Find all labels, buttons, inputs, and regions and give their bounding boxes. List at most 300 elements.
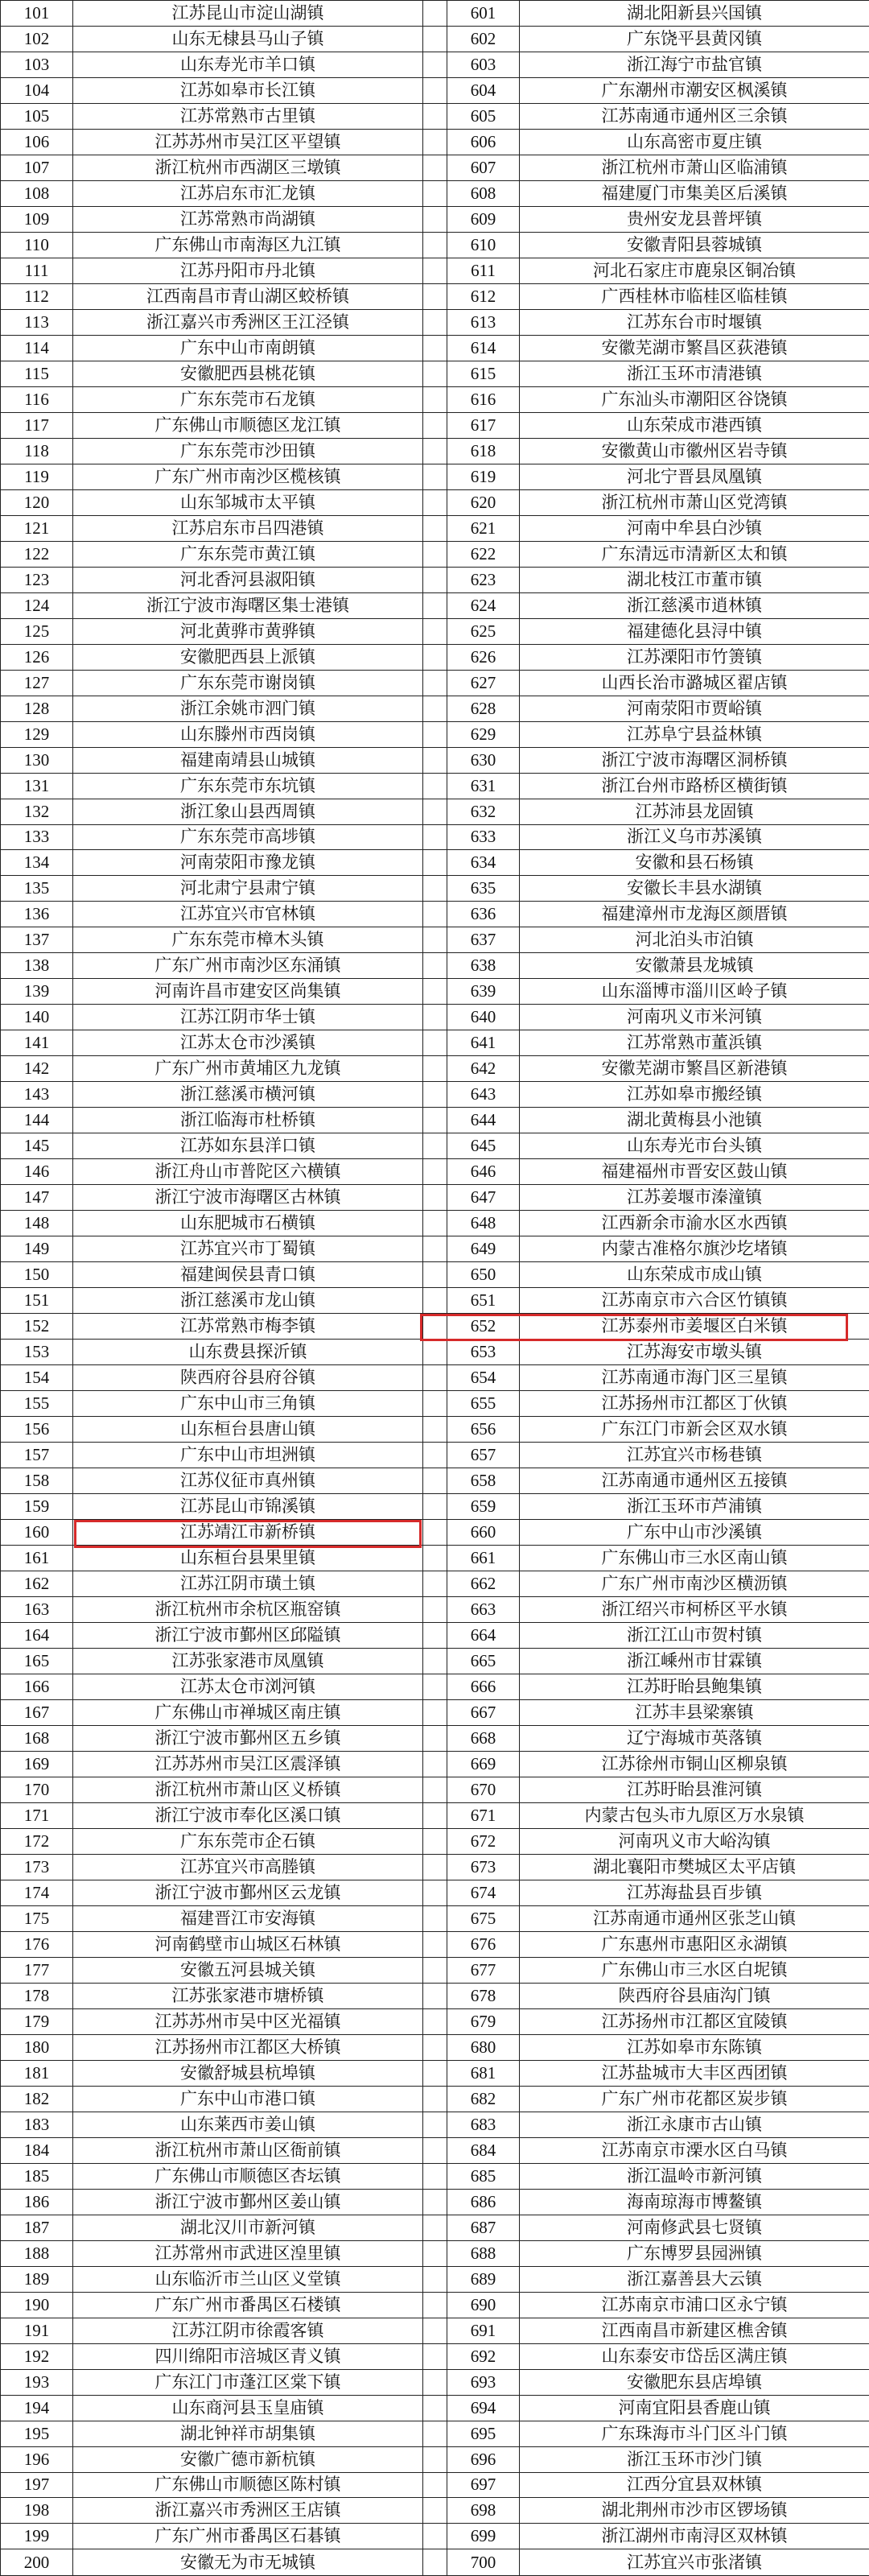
table-row xyxy=(1,1494,869,1520)
rank-right-cell: 617 xyxy=(447,412,520,438)
town-right-cell: 广东汕头市潮阳区谷饶镇 xyxy=(520,386,869,412)
rank-right-cell: 614 xyxy=(447,335,520,361)
town-right-cell: 广东清远市清新区太和镇 xyxy=(520,541,869,567)
town-right-cell: 广西桂林市临桂区临桂镇 xyxy=(520,283,869,309)
table-row xyxy=(1,1854,869,1880)
rank-left-cell: 134 xyxy=(1,850,73,876)
rank-right-cell: 616 xyxy=(447,386,520,412)
column-gap-cell xyxy=(423,2318,447,2343)
town-right-cell: 江苏姜堰市溱潼镇 xyxy=(520,1185,869,1211)
rank-right-cell: 666 xyxy=(447,1674,520,1699)
town-left-cell: 浙江宁波市海曙区集士港镇 xyxy=(73,592,423,618)
table-row xyxy=(1,335,869,361)
column-gap-cell xyxy=(423,1082,447,1108)
rank-left-cell: 107 xyxy=(1,155,73,180)
town-left-cell: 福建闽侯县青口镇 xyxy=(73,1262,423,1288)
rank-right-cell: 636 xyxy=(447,902,520,927)
town-left-cell: 江苏苏州市吴江区平望镇 xyxy=(73,129,423,155)
rank-right-cell: 623 xyxy=(447,567,520,592)
rank-left-cell: 155 xyxy=(1,1391,73,1417)
rank-right-cell: 655 xyxy=(447,1391,520,1417)
rank-right-cell: 694 xyxy=(447,2395,520,2421)
town-right-cell: 浙江义乌市苏溪镇 xyxy=(520,824,869,850)
town-right-cell: 福建厦门市集美区后溪镇 xyxy=(520,180,869,206)
rank-left-cell: 142 xyxy=(1,1056,73,1082)
town-left-cell: 浙江慈溪市横河镇 xyxy=(73,1082,423,1108)
town-left-cell: 安徽肥西县桃花镇 xyxy=(73,361,423,386)
town-right-cell: 山西长治市潞城区翟店镇 xyxy=(520,670,869,696)
rank-right-cell: 685 xyxy=(447,2163,520,2189)
column-gap-cell xyxy=(423,2549,447,2576)
town-left-cell: 广东江门市蓬江区棠下镇 xyxy=(73,2369,423,2395)
town-right-cell: 江苏如皋市搬经镇 xyxy=(520,1082,869,1108)
town-right-cell: 安徽萧县龙城镇 xyxy=(520,953,869,979)
town-right-cell: 湖北枝江市董市镇 xyxy=(520,567,869,592)
town-right-cell: 广东惠州市惠阳区永湖镇 xyxy=(520,1931,869,1957)
town-right-cell: 广东中山市沙溪镇 xyxy=(520,1520,869,1546)
column-gap-cell xyxy=(423,1623,447,1649)
rank-left-cell: 121 xyxy=(1,515,73,541)
rank-right-cell: 628 xyxy=(447,696,520,721)
town-left-cell: 广东东莞市黄江镇 xyxy=(73,541,423,567)
rank-left-cell: 182 xyxy=(1,2086,73,2112)
table-row xyxy=(1,1443,869,1468)
column-gap-cell xyxy=(423,2112,447,2137)
rank-right-cell: 677 xyxy=(447,1957,520,1983)
town-left-cell: 广东东莞市高埗镇 xyxy=(73,824,423,850)
column-gap-cell xyxy=(423,361,447,386)
rank-right-cell: 664 xyxy=(447,1623,520,1649)
rank-left-cell: 169 xyxy=(1,1751,73,1777)
column-gap-cell xyxy=(423,1314,447,1340)
rank-left-cell: 196 xyxy=(1,2446,73,2472)
column-gap-cell xyxy=(423,2395,447,2421)
town-right-cell: 江苏溧阳市竹箦镇 xyxy=(520,644,869,670)
rank-left-cell: 126 xyxy=(1,644,73,670)
rank-right-cell: 633 xyxy=(447,824,520,850)
town-right-cell: 浙江湖州市南浔区双林镇 xyxy=(520,2524,869,2549)
town-left-cell: 山东桓台县果里镇 xyxy=(73,1546,423,1571)
town-left-cell: 广东东莞市企石镇 xyxy=(73,1828,423,1854)
column-gap-cell xyxy=(423,77,447,103)
column-gap-cell xyxy=(423,258,447,283)
rank-left-cell: 172 xyxy=(1,1828,73,1854)
rank-right-cell: 690 xyxy=(447,2292,520,2318)
town-right-cell: 内蒙古包头市九原区万水泉镇 xyxy=(520,1802,869,1828)
town-right-cell: 广东潮州市潮安区枫溪镇 xyxy=(520,77,869,103)
town-right-cell: 浙江温岭市新河镇 xyxy=(520,2163,869,2189)
rank-right-cell: 602 xyxy=(447,26,520,52)
rank-left-cell: 128 xyxy=(1,696,73,721)
rank-right-cell: 693 xyxy=(447,2369,520,2395)
column-gap-cell xyxy=(423,1,447,27)
table-row xyxy=(1,2086,869,2112)
rank-left-cell: 141 xyxy=(1,1030,73,1056)
column-gap-cell xyxy=(423,1262,447,1288)
rank-right-cell: 605 xyxy=(447,103,520,129)
rank-left-cell: 181 xyxy=(1,2060,73,2086)
rank-right-cell: 601 xyxy=(447,1,520,27)
town-right-cell: 江苏南通市通州区五接镇 xyxy=(520,1468,869,1494)
town-right-cell: 浙江杭州市萧山区党湾镇 xyxy=(520,489,869,515)
table-row xyxy=(1,1056,869,1082)
table-row xyxy=(1,1365,869,1391)
rank-left-cell: 139 xyxy=(1,979,73,1005)
rank-right-cell: 620 xyxy=(447,489,520,515)
rank-right-cell: 679 xyxy=(447,2008,520,2034)
rank-left-cell: 200 xyxy=(1,2549,73,2576)
table-row xyxy=(1,52,869,77)
column-gap-cell xyxy=(423,1725,447,1751)
town-left-cell: 广东东莞市沙田镇 xyxy=(73,438,423,464)
town-left-cell: 广东佛山市南海区九江镇 xyxy=(73,232,423,258)
rank-right-cell: 631 xyxy=(447,773,520,799)
rank-right-cell: 689 xyxy=(447,2266,520,2292)
rank-left-cell: 190 xyxy=(1,2292,73,2318)
town-left-cell: 河南鹤壁市山城区石林镇 xyxy=(73,1931,423,1957)
rank-right-cell: 654 xyxy=(447,1365,520,1391)
town-right-cell: 山东高密市夏庄镇 xyxy=(520,129,869,155)
column-gap-cell xyxy=(423,1365,447,1391)
rank-right-cell: 610 xyxy=(447,232,520,258)
town-right-cell: 江苏扬州市江都区丁伙镇 xyxy=(520,1391,869,1417)
rank-right-cell: 612 xyxy=(447,283,520,309)
table-row xyxy=(1,696,869,721)
column-gap-cell xyxy=(423,1828,447,1854)
column-gap-cell xyxy=(423,2189,447,2215)
town-left-cell: 河北香河县淑阳镇 xyxy=(73,567,423,592)
table-row xyxy=(1,2240,869,2266)
column-gap-cell xyxy=(423,26,447,52)
town-left-cell: 河南许昌市建安区尚集镇 xyxy=(73,979,423,1005)
table-row xyxy=(1,2446,869,2472)
rank-right-cell: 641 xyxy=(447,1030,520,1056)
rank-left-cell: 148 xyxy=(1,1211,73,1236)
rank-right-cell: 618 xyxy=(447,438,520,464)
table-row xyxy=(1,232,869,258)
town-right-cell: 浙江永康市古山镇 xyxy=(520,2112,869,2137)
rank-left-cell: 173 xyxy=(1,1854,73,1880)
rank-right-cell: 630 xyxy=(447,747,520,773)
town-right-cell: 浙江慈溪市逍林镇 xyxy=(520,592,869,618)
column-gap-cell xyxy=(423,1546,447,1571)
rank-right-cell: 695 xyxy=(447,2421,520,2446)
table-row xyxy=(1,1623,869,1649)
table-row xyxy=(1,129,869,155)
town-right-cell: 浙江台州市路桥区横街镇 xyxy=(520,773,869,799)
column-gap-cell xyxy=(423,1880,447,1905)
rank-left-cell: 118 xyxy=(1,438,73,464)
rank-left-cell: 124 xyxy=(1,592,73,618)
rank-right-cell: 682 xyxy=(447,2086,520,2112)
table-row xyxy=(1,1417,869,1443)
rank-left-cell: 153 xyxy=(1,1340,73,1365)
rank-left-cell: 144 xyxy=(1,1108,73,1133)
table-row xyxy=(1,2421,869,2446)
column-gap-cell xyxy=(423,979,447,1005)
column-gap-cell xyxy=(423,412,447,438)
table-row xyxy=(1,2472,869,2498)
rank-right-cell: 603 xyxy=(447,52,520,77)
table-row xyxy=(1,1262,869,1288)
rank-left-cell: 132 xyxy=(1,799,73,824)
table-row xyxy=(1,618,869,644)
town-right-cell: 江苏如皋市东陈镇 xyxy=(520,2034,869,2060)
column-gap-cell xyxy=(423,2215,447,2240)
town-right-cell: 广东佛山市三水区南山镇 xyxy=(520,1546,869,1571)
town-right-cell: 山东荣成市成山镇 xyxy=(520,1262,869,1288)
rank-right-cell: 637 xyxy=(447,927,520,953)
table-row xyxy=(1,309,869,335)
column-gap-cell xyxy=(423,1957,447,1983)
town-right-cell: 河南巩义市大峪沟镇 xyxy=(520,1828,869,1854)
rank-left-cell: 109 xyxy=(1,206,73,232)
rank-left-cell: 104 xyxy=(1,77,73,103)
column-gap-cell xyxy=(423,567,447,592)
town-right-cell: 湖北襄阳市樊城区太平店镇 xyxy=(520,1854,869,1880)
column-gap-cell xyxy=(423,52,447,77)
town-left-cell: 浙江宁波市鄞州区云龙镇 xyxy=(73,1880,423,1905)
rank-right-cell: 675 xyxy=(447,1905,520,1931)
rank-right-cell: 644 xyxy=(447,1108,520,1133)
table-row xyxy=(1,2137,869,2163)
ranking-table-body xyxy=(1,1,869,2576)
table-row xyxy=(1,2008,869,2034)
column-gap-cell xyxy=(423,1005,447,1030)
rank-left-cell: 156 xyxy=(1,1417,73,1443)
town-right-cell: 广东广州市南沙区横沥镇 xyxy=(520,1571,869,1597)
town-right-cell: 安徽青阳县蓉城镇 xyxy=(520,232,869,258)
rank-right-cell: 672 xyxy=(447,1828,520,1854)
table-row xyxy=(1,1571,869,1597)
column-gap-cell xyxy=(423,1108,447,1133)
town-left-cell: 广东东莞市樟木头镇 xyxy=(73,927,423,953)
table-row xyxy=(1,1880,869,1905)
table-row xyxy=(1,1931,869,1957)
rank-right-cell: 629 xyxy=(447,721,520,747)
column-gap-cell xyxy=(423,1030,447,1056)
rank-right-cell: 686 xyxy=(447,2189,520,2215)
town-right-cell: 江苏沛县龙固镇 xyxy=(520,799,869,824)
rank-right-cell: 700 xyxy=(447,2549,520,2576)
column-gap-cell xyxy=(423,2524,447,2549)
table-row xyxy=(1,2369,869,2395)
town-left-cell: 浙江宁波市海曙区古林镇 xyxy=(73,1185,423,1211)
column-gap-cell xyxy=(423,1340,447,1365)
town-right-cell: 山东淄博市淄川区岭子镇 xyxy=(520,979,869,1005)
rank-left-cell: 137 xyxy=(1,927,73,953)
column-gap-cell xyxy=(423,180,447,206)
town-left-cell: 广东东莞市石龙镇 xyxy=(73,386,423,412)
table-row xyxy=(1,1236,869,1262)
rank-left-cell: 184 xyxy=(1,2137,73,2163)
town-left-cell: 山东无棣县马山子镇 xyxy=(73,26,423,52)
table-row xyxy=(1,850,869,876)
town-right-cell: 海南琼海市博鳌镇 xyxy=(520,2189,869,2215)
rank-right-cell: 643 xyxy=(447,1082,520,1108)
column-gap-cell xyxy=(423,773,447,799)
town-left-cell: 江苏常熟市梅李镇 xyxy=(73,1314,423,1340)
column-gap-cell xyxy=(423,2421,447,2446)
rank-left-cell: 143 xyxy=(1,1082,73,1108)
column-gap-cell xyxy=(423,129,447,155)
column-gap-cell xyxy=(423,2137,447,2163)
table-row xyxy=(1,902,869,927)
town-left-cell: 广东中山市南朗镇 xyxy=(73,335,423,361)
table-row xyxy=(1,1597,869,1623)
town-right-cell: 安徽肥东县店埠镇 xyxy=(520,2369,869,2395)
town-left-cell: 广东中山市港口镇 xyxy=(73,2086,423,2112)
town-right-cell: 浙江嘉善县大云镇 xyxy=(520,2266,869,2292)
rank-right-cell: 680 xyxy=(447,2034,520,2060)
column-gap-cell xyxy=(423,824,447,850)
table-row xyxy=(1,2498,869,2524)
town-left-cell: 山东临沂市兰山区义堂镇 xyxy=(73,2266,423,2292)
town-right-cell: 河南宜阳县香鹿山镇 xyxy=(520,2395,869,2421)
rank-right-cell: 659 xyxy=(447,1494,520,1520)
rank-left-cell: 178 xyxy=(1,1983,73,2008)
table-row xyxy=(1,1159,869,1185)
town-left-cell: 江苏丹阳市丹北镇 xyxy=(73,258,423,283)
rank-left-cell: 192 xyxy=(1,2343,73,2369)
town-left-cell: 江苏扬州市江都区大桥镇 xyxy=(73,2034,423,2060)
town-right-cell: 江苏徐州市铜山区柳泉镇 xyxy=(520,1751,869,1777)
town-left-cell: 浙江宁波市鄞州区五乡镇 xyxy=(73,1725,423,1751)
rank-left-cell: 111 xyxy=(1,258,73,283)
town-right-cell: 江西新余市渝水区水西镇 xyxy=(520,1211,869,1236)
column-gap-cell xyxy=(423,1854,447,1880)
rank-right-cell: 678 xyxy=(447,1983,520,2008)
rank-left-cell: 108 xyxy=(1,180,73,206)
column-gap-cell xyxy=(423,902,447,927)
rank-right-cell: 676 xyxy=(447,1931,520,1957)
column-gap-cell xyxy=(423,876,447,902)
town-right-cell: 广东佛山市三水区白坭镇 xyxy=(520,1957,869,1983)
table-row xyxy=(1,2163,869,2189)
town-left-cell: 江苏常州市武进区湟里镇 xyxy=(73,2240,423,2266)
column-gap-cell xyxy=(423,1417,447,1443)
rank-left-cell: 152 xyxy=(1,1314,73,1340)
column-gap-cell xyxy=(423,1905,447,1931)
town-right-cell: 安徽芜湖市繁昌区荻港镇 xyxy=(520,335,869,361)
town-left-cell: 安徽肥西县上派镇 xyxy=(73,644,423,670)
town-left-cell: 江苏江阴市徐霞客镇 xyxy=(73,2318,423,2343)
column-gap-cell xyxy=(423,2060,447,2086)
rank-right-cell: 688 xyxy=(447,2240,520,2266)
column-gap-cell xyxy=(423,1674,447,1699)
table-row xyxy=(1,1802,869,1828)
column-gap-cell xyxy=(423,1802,447,1828)
town-left-cell: 广东东莞市东坑镇 xyxy=(73,773,423,799)
column-gap-cell xyxy=(423,2240,447,2266)
rank-left-cell: 105 xyxy=(1,103,73,129)
town-left-cell: 湖北汉川市新河镇 xyxy=(73,2215,423,2240)
column-gap-cell xyxy=(423,1211,447,1236)
rank-right-cell: 648 xyxy=(447,1211,520,1236)
rank-right-cell: 669 xyxy=(447,1751,520,1777)
town-left-cell: 江苏张家港市凤凰镇 xyxy=(73,1649,423,1674)
table-row xyxy=(1,2060,869,2086)
rank-left-cell: 125 xyxy=(1,618,73,644)
table-row xyxy=(1,206,869,232)
town-left-cell: 江苏常熟市古里镇 xyxy=(73,103,423,129)
rank-right-cell: 640 xyxy=(447,1005,520,1030)
rank-left-cell: 158 xyxy=(1,1468,73,1494)
rank-right-cell: 665 xyxy=(447,1649,520,1674)
town-left-cell: 广东广州市南沙区榄核镇 xyxy=(73,464,423,489)
table-row xyxy=(1,155,869,180)
rank-left-cell: 154 xyxy=(1,1365,73,1391)
column-gap-cell xyxy=(423,1494,447,1520)
town-left-cell: 江苏靖江市新桥镇 xyxy=(73,1520,423,1546)
town-right-cell: 河南修武县七贤镇 xyxy=(520,2215,869,2240)
rank-left-cell: 122 xyxy=(1,541,73,567)
rank-left-cell: 177 xyxy=(1,1957,73,1983)
rank-right-cell: 609 xyxy=(447,206,520,232)
table-row xyxy=(1,1828,869,1854)
town-left-cell: 福建晋江市安海镇 xyxy=(73,1905,423,1931)
column-gap-cell xyxy=(423,747,447,773)
table-row xyxy=(1,386,869,412)
table-row xyxy=(1,1751,869,1777)
rank-right-cell: 607 xyxy=(447,155,520,180)
town-right-cell: 江西分宜县双林镇 xyxy=(520,2472,869,2498)
table-row xyxy=(1,2266,869,2292)
town-left-cell: 江苏宜兴市官林镇 xyxy=(73,902,423,927)
town-left-cell: 湖北钟祥市胡集镇 xyxy=(73,2421,423,2446)
table-row xyxy=(1,26,869,52)
rank-right-cell: 650 xyxy=(447,1262,520,1288)
column-gap-cell xyxy=(423,283,447,309)
town-right-cell: 福建德化县浔中镇 xyxy=(520,618,869,644)
rank-right-cell: 622 xyxy=(447,541,520,567)
rank-left-cell: 194 xyxy=(1,2395,73,2421)
town-left-cell: 浙江宁波市鄞州区姜山镇 xyxy=(73,2189,423,2215)
rank-left-cell: 103 xyxy=(1,52,73,77)
rank-right-cell: 661 xyxy=(447,1546,520,1571)
town-right-cell: 江苏盱眙县淮河镇 xyxy=(520,1777,869,1802)
town-left-cell: 广东广州市番禺区石楼镇 xyxy=(73,2292,423,2318)
column-gap-cell xyxy=(423,2086,447,2112)
rank-left-cell: 110 xyxy=(1,232,73,258)
rank-left-cell: 106 xyxy=(1,129,73,155)
table-row xyxy=(1,824,869,850)
town-left-cell: 江苏如东县洋口镇 xyxy=(73,1133,423,1159)
rank-right-cell: 668 xyxy=(447,1725,520,1751)
table-row xyxy=(1,361,869,386)
rank-right-cell: 647 xyxy=(447,1185,520,1211)
column-gap-cell xyxy=(423,2498,447,2524)
column-gap-cell xyxy=(423,1056,447,1082)
column-gap-cell xyxy=(423,2163,447,2189)
town-left-cell: 广东佛山市顺德区杏坛镇 xyxy=(73,2163,423,2189)
rank-right-cell: 663 xyxy=(447,1597,520,1623)
column-gap-cell xyxy=(423,155,447,180)
town-left-cell: 广东佛山市顺德区陈村镇 xyxy=(73,2472,423,2498)
table-row xyxy=(1,773,869,799)
table-row xyxy=(1,2524,869,2549)
rank-left-cell: 115 xyxy=(1,361,73,386)
rank-right-cell: 619 xyxy=(447,464,520,489)
table-row xyxy=(1,1649,869,1674)
rank-right-cell: 634 xyxy=(447,850,520,876)
town-right-cell: 江苏盱眙县鲍集镇 xyxy=(520,1674,869,1699)
rank-left-cell: 164 xyxy=(1,1623,73,1649)
town-left-cell: 山东商河县玉皇庙镇 xyxy=(73,2395,423,2421)
town-right-cell: 浙江海宁市盐官镇 xyxy=(520,52,869,77)
rank-right-cell: 606 xyxy=(447,129,520,155)
rank-right-cell: 642 xyxy=(447,1056,520,1082)
